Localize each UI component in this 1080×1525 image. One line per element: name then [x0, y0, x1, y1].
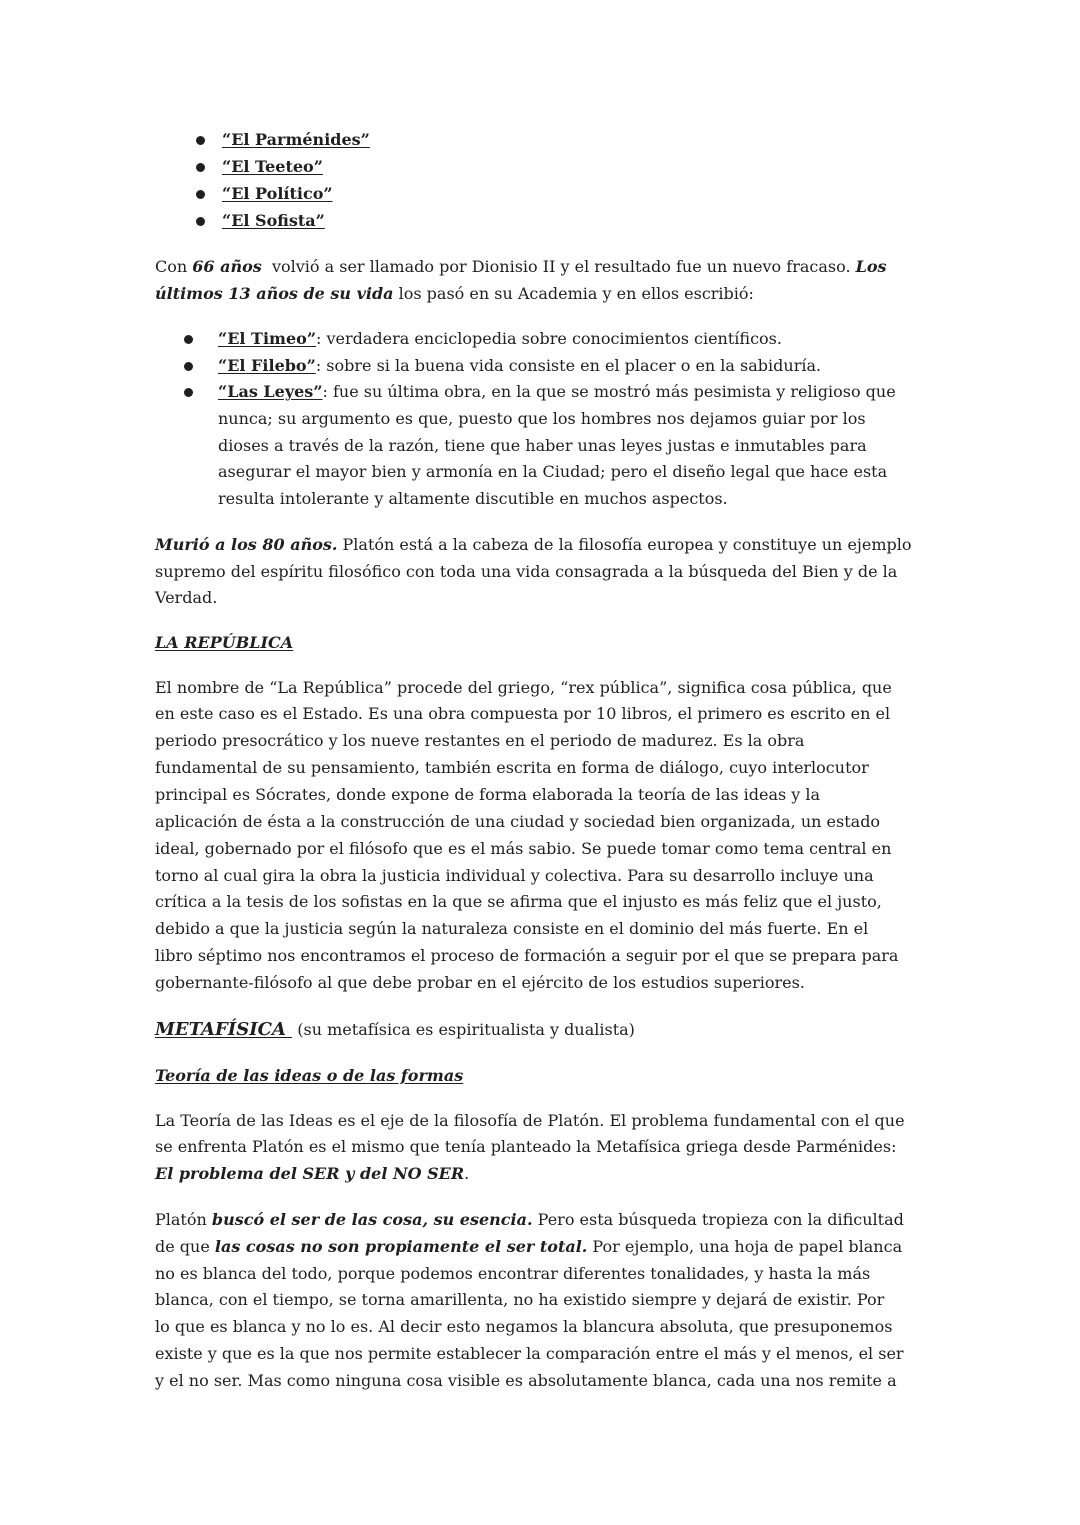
- paragraph-line: blanca, con el tiempo, se torna amarillenta, no ha existido siempre y dejará de existir. Por: [155, 1290, 885, 1309]
- paragraph-line: periodo presocrático y los nueve restantes en el periodo de madurez. Es la obra: [155, 731, 805, 750]
- emphasis-text: Los: [855, 257, 887, 276]
- work-description: : verdadera enciclopedia sobre conocimientos científicos.: [316, 329, 782, 348]
- bullet-icon: [196, 163, 205, 172]
- paragraph-line: [155, 1234, 902, 1260]
- paragraph-text: los pasó en su Academia y en ellos escribió:: [393, 284, 754, 303]
- work-description-line: nunca; su argumento es que, puesto que los hombres nos dejamos guiar por los: [218, 409, 866, 428]
- paragraph-text: Pero esta búsqueda tropieza con la dificultad: [532, 1210, 904, 1229]
- paragraph-line: lo que es blanca y no lo es. Al decir esto negamos la blancura absoluta, que presuponemos: [155, 1317, 893, 1336]
- paragraph-text: de que: [155, 1237, 215, 1256]
- heading-text: METAFÍSICA: [155, 1019, 293, 1040]
- paragraph-line: torno al cual gira la obra la justicia individual y colectiva. Para su desarrollo incluye una: [155, 866, 874, 885]
- paragraph-line: existe y que es la que nos permite establecer la comparación entre el más y el menos, el ser: [155, 1344, 904, 1363]
- work-description: : sobre si la buena vida consiste en el placer o en la sabiduría.: [315, 356, 822, 375]
- paragraph-line: crítica a la tesis de los sofistas en la que se afirma que el injusto es más feliz que el justo,: [155, 892, 882, 911]
- paragraph-line: libro séptimo nos encontramos el proceso de formación a seguir por el que se prepara para: [155, 946, 899, 965]
- paragraph-text: Platón está a la cabeza de la filosofía europea y constituye un ejemplo: [337, 535, 912, 554]
- list-item: [218, 353, 821, 379]
- work-title: “El Político”: [222, 184, 333, 203]
- work-title: “El Filebo”: [218, 356, 316, 375]
- paragraph-line: [155, 532, 912, 558]
- emphasis-text: Murió a los 80 años.: [155, 535, 338, 554]
- paragraph-text: Con: [155, 257, 193, 276]
- bullet-icon: [196, 217, 205, 226]
- paragraph-line: fundamental de su pensamiento, también escrita en forma de diálogo, cuyo interlocutor: [155, 758, 869, 777]
- paragraph-line: Verdad.: [155, 588, 218, 607]
- paragraph-line: y el no ser. Mas como ninguna cosa visible es absolutamente blanca, cada una nos remite a: [155, 1371, 897, 1390]
- paragraph-line: ideal, gobernado por el filósofo que es el más sabio. Se puede tomar como tema central en: [155, 839, 892, 858]
- paragraph-line: no es blanca del todo, porque podemos encontrar diferentes tonalidades, y hasta la más: [155, 1264, 871, 1283]
- paragraph-line: se enfrenta Platón es el mismo que tenía planteado la Metafísica griega desde Parménides:: [155, 1137, 897, 1156]
- paragraph-line: [155, 254, 887, 280]
- work-description-line: asegurar el mayor bien y armonía en la Ciudad; pero el diseño legal que hace esta: [218, 462, 888, 481]
- subsection-heading: Teoría de las ideas o de las formas: [155, 1066, 464, 1085]
- work-description: : fue su última obra, en la que se mostró más pesimista y religioso que: [322, 382, 896, 401]
- bullet-icon: [184, 362, 193, 371]
- paragraph-line: [155, 281, 754, 307]
- emphasis-text: 66 años: [192, 257, 262, 276]
- paragraph-line: El nombre de “La República” procede del griego, “rex pública”, significa cosa pública, que: [155, 678, 892, 697]
- paragraph-line: gobernante-filósofo al que debe probar en el ejército de los estudios superiores.: [155, 973, 805, 992]
- paragraph-line: [155, 1161, 469, 1187]
- emphasis-text: El problema del SER y del NO SER: [155, 1164, 465, 1183]
- bullet-icon: [196, 136, 205, 145]
- emphasis-text: últimos 13 años de su vida: [155, 284, 394, 303]
- list-item: [218, 379, 896, 405]
- paragraph-line: [155, 1207, 904, 1233]
- work-title: “El Sofista”: [222, 211, 325, 230]
- paragraph-text: Platón: [155, 1210, 212, 1229]
- paragraph-line: principal es Sócrates, donde expone de forma elaborada la teoría de las ideas y la: [155, 785, 821, 804]
- work-description-line: resulta intolerante y altamente discutible en muchos aspectos.: [218, 489, 728, 508]
- bullet-icon: [184, 335, 193, 344]
- paragraph-line: debido a que la justicia según la naturaleza consiste en el dominio del más fuerte. En el: [155, 919, 869, 938]
- paragraph-line: aplicación de ésta a la construcción de una ciudad y sociedad bien organizada, un estado: [155, 812, 881, 831]
- section-heading-metaphysics: [155, 1017, 635, 1043]
- work-title: “El Timeo”: [218, 329, 317, 348]
- paragraph-text: .: [464, 1164, 470, 1183]
- work-description-line: dioses a través de la razón, tiene que haber unas leyes justas e inmutables para: [218, 436, 867, 455]
- list-item: [218, 326, 782, 352]
- heading-note: (su metafísica es espiritualista y dualista): [292, 1020, 635, 1039]
- emphasis-text: buscó el ser de las cosa, su esencia.: [211, 1210, 533, 1229]
- work-title: “El Teeteo”: [222, 157, 323, 176]
- paragraph-text: volvió a ser llamado por Dionisio II y el resultado fue un nuevo fracaso.: [261, 257, 856, 276]
- paragraph-text: Por ejemplo, una hoja de papel blanca: [587, 1237, 903, 1256]
- paragraph-line: en este caso es el Estado. Es una obra compuesta por 10 libros, el primero es escrito en el: [155, 704, 891, 723]
- paragraph-line: La Teoría de las Ideas es el eje de la filosofía de Platón. El problema fundamental con el que: [155, 1111, 905, 1130]
- work-title: “Las Leyes”: [218, 382, 323, 401]
- bullet-icon: [196, 190, 205, 199]
- work-title: “El Parménides”: [222, 130, 370, 149]
- paragraph-line: supremo del espíritu filosófico con toda una vida consagrada a la búsqueda del Bien y de la: [155, 562, 898, 581]
- emphasis-text: las cosas no son propiamente el ser total.: [214, 1237, 588, 1256]
- section-heading-republic: LA REPÚBLICA: [155, 633, 294, 652]
- bullet-icon: [184, 388, 193, 397]
